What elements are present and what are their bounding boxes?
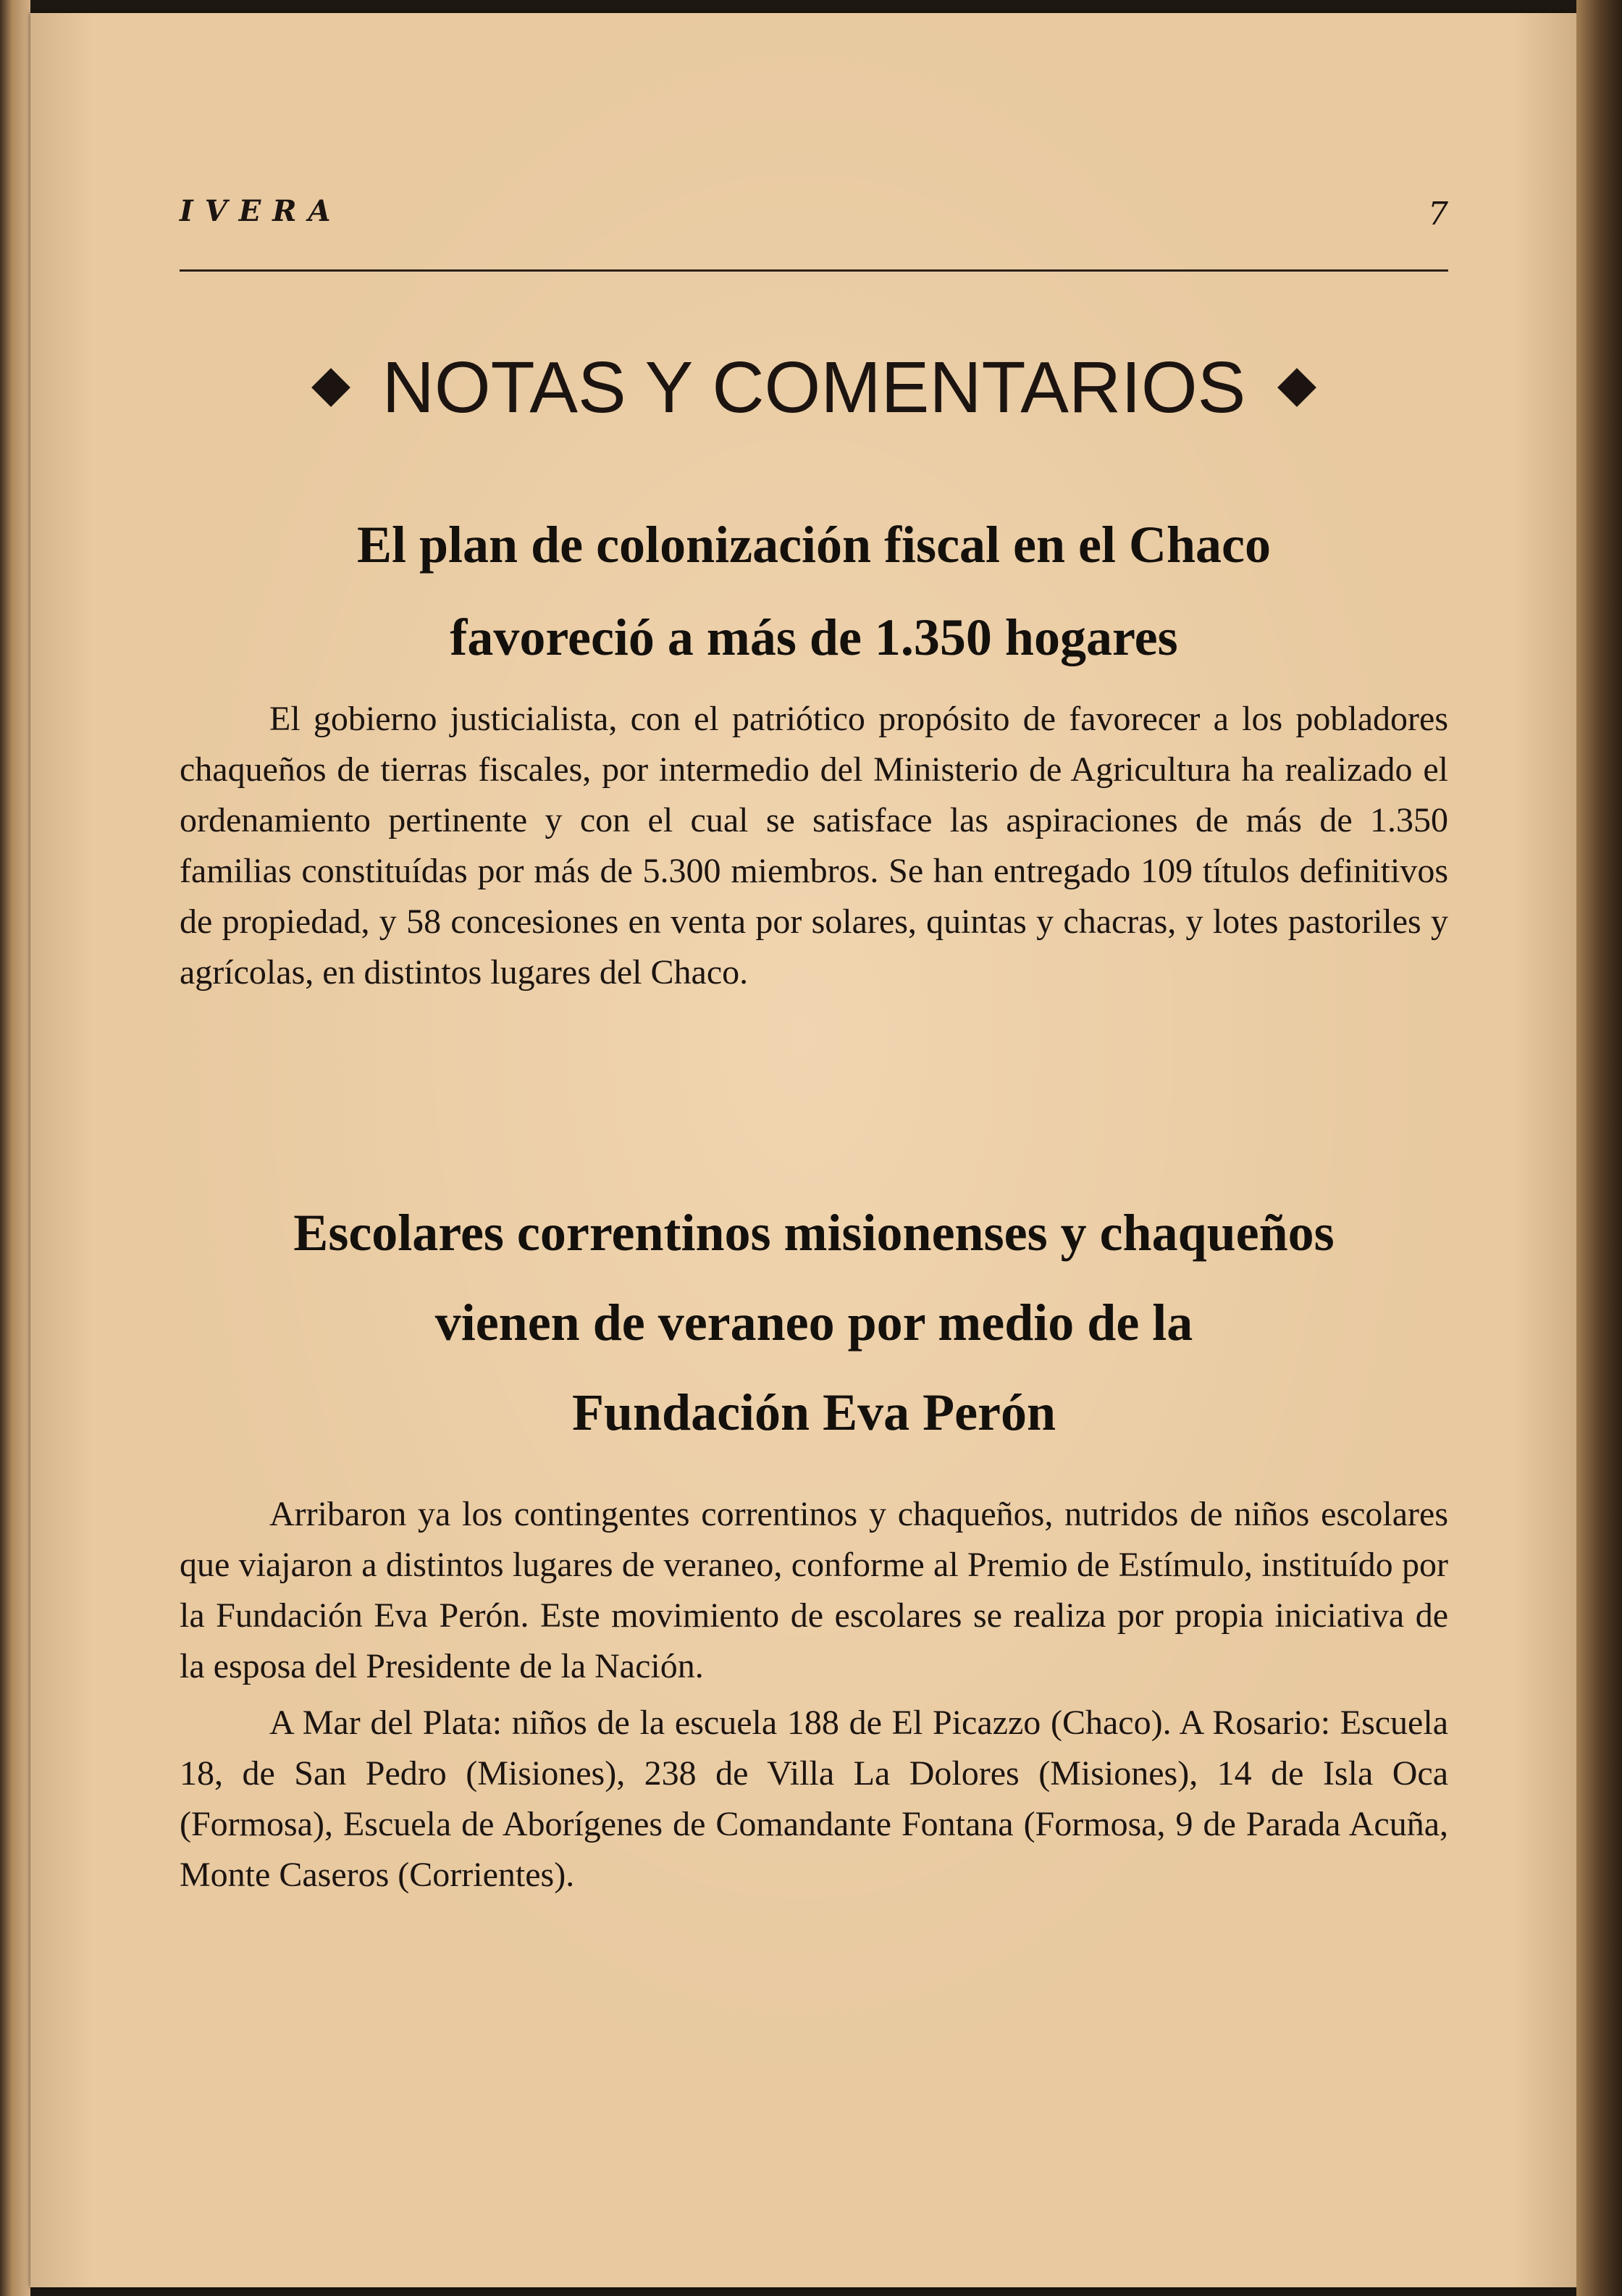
article-body <box>180 1489 1448 1901</box>
article-headline <box>180 1188 1448 1457</box>
article-body <box>180 694 1448 998</box>
diamond-ornament-icon <box>1278 368 1317 407</box>
diamond-ornament-icon <box>311 368 350 407</box>
headline-line: Escolares correntinos misionenses y chaqueños <box>293 1204 1335 1262</box>
header-rule <box>180 269 1448 272</box>
article-headline <box>180 498 1448 684</box>
running-head <box>180 194 1448 267</box>
paragraph: El gobierno justicialista, con el patriótico propósito de favorecer a los pobladores chaqueños de tierras fiscales, por intermedio del Ministerio de Agricultura ha realizado el ordenamiento pertinente y con el cual se satisface las aspiraciones de más de 1.350 familias constituídas por más de 5.300 miembros. Se han entregado 109 títulos definitivos de propiedad, y 58 concesiones en venta por solares, quintas y chacras, y lotes pastoriles y agrícolas, en distintos lugares del Chaco. <box>180 700 1448 992</box>
section-title <box>180 346 1448 430</box>
section-title-text: NOTAS Y COMENTARIOS <box>382 347 1246 428</box>
headline-line: El plan de colonización fiscal en el Chaco <box>356 516 1271 574</box>
book-spine-edge <box>1576 0 1622 2296</box>
article-colonizacion <box>180 498 1448 992</box>
headline-line: vienen de veraneo por medio de la <box>434 1294 1193 1352</box>
page-number: 7 <box>1428 196 1448 232</box>
paragraph: A Mar del Plata: niños de la escuela 188 de El Picazzo (Chaco). A Rosario: Escuela 18, de San Pedro (Misiones), 238 de Villa La Dolores (Misiones), 14 de Isla Oca (Formosa), Escuela de Aborígenes de Comandante Fontana (Formosa, 9 de Parada Acuña, Monte Caseros (Corrientes). <box>180 1704 1448 1894</box>
headline-line: Fundación Eva Perón <box>571 1383 1056 1441</box>
journal-name: IVERA <box>180 194 343 228</box>
headline-line: favoreció a más de 1.350 hogares <box>450 608 1178 666</box>
article-escolares <box>180 1188 1448 1894</box>
paragraph: Arribaron ya los contingentes correntinos y chaqueños, nutridos de niños escolares que viajaron a distintos lugares de veraneo, conforme al Premio de Estímulo, instituído por la Fundación Eva Perón. Este movimiento de escolares se realiza por propia iniciativa de la esposa del Presidente de la Nación. <box>180 1495 1448 1685</box>
left-page-edge <box>0 0 30 2296</box>
